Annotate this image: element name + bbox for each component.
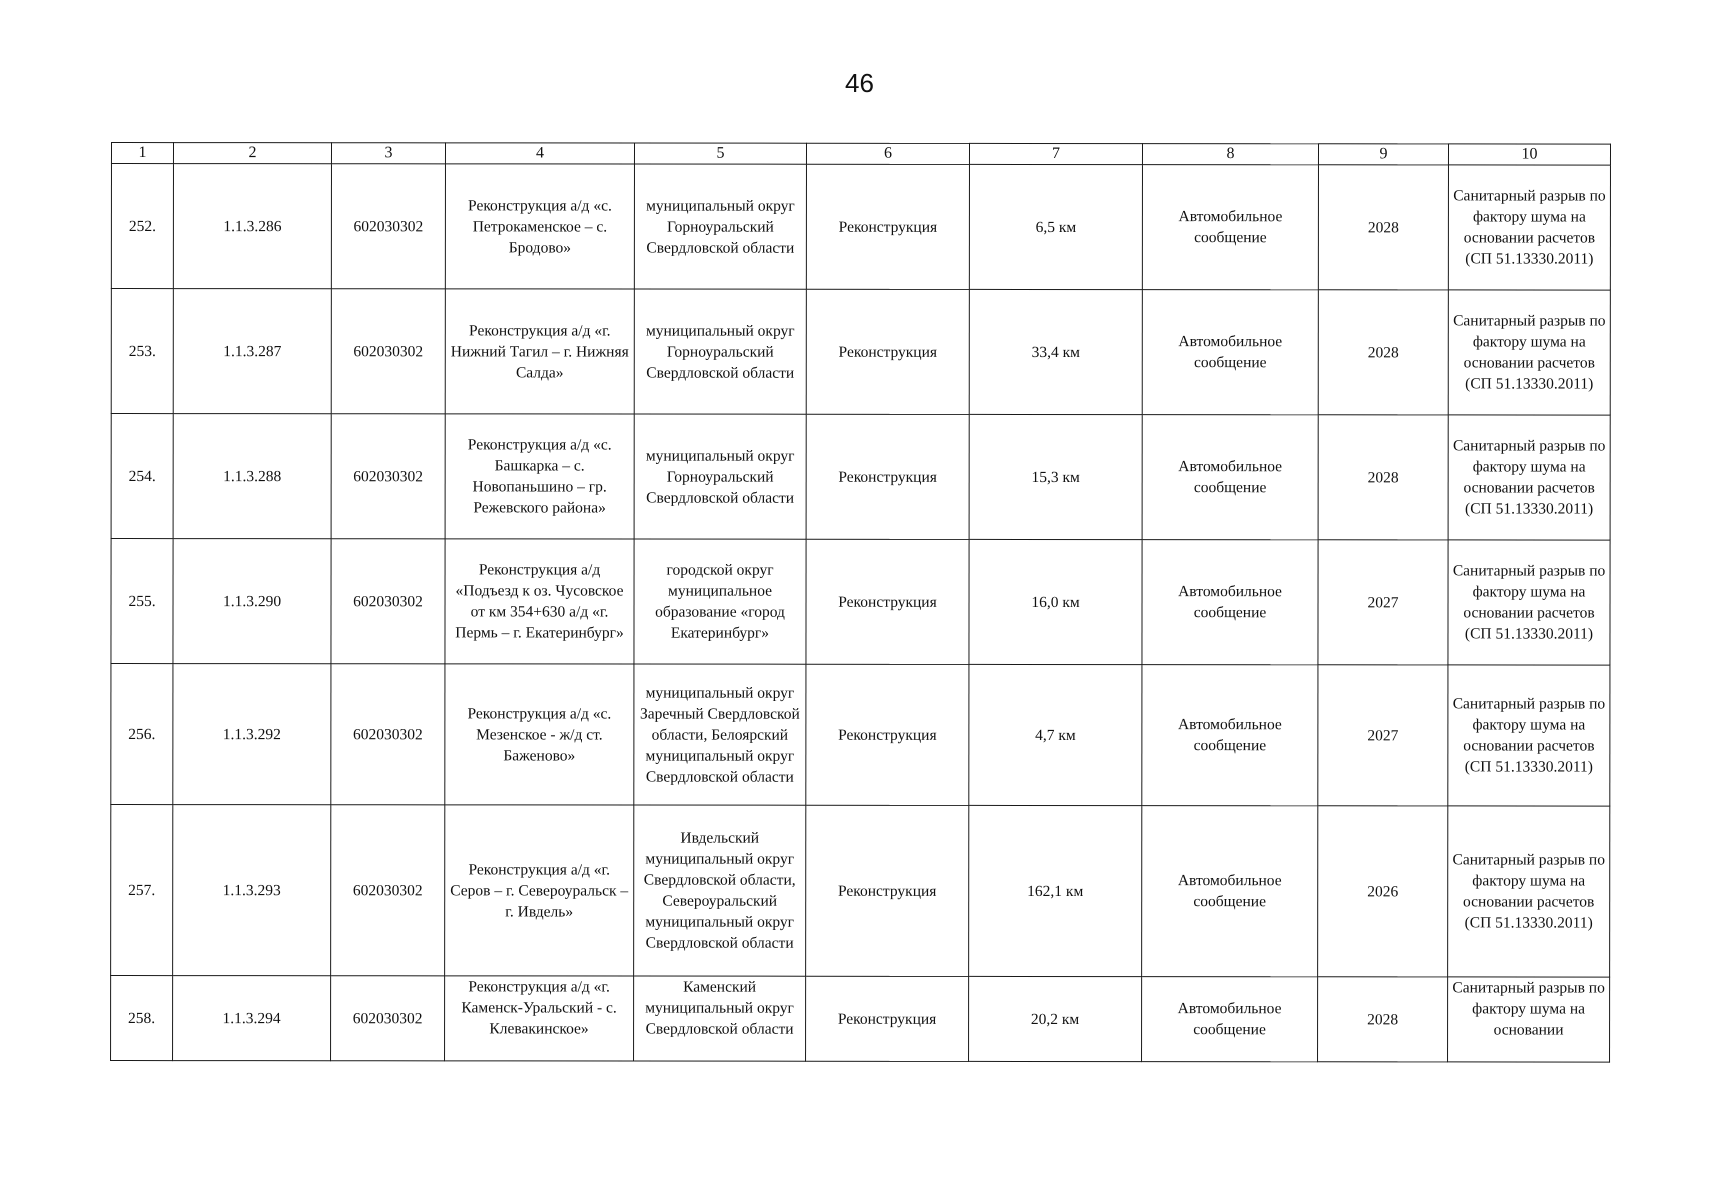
row-note: Санитарный разрыв по фактору шума на основании расчетов (СП 51.13330.2011) bbox=[1448, 665, 1610, 806]
row-purpose: Автомобильное сообщение bbox=[1142, 540, 1318, 665]
row-area: муниципальный округ Заречный Свердловской области, Белоярский муниципальный округ Свердловской области bbox=[634, 664, 806, 805]
row-area bbox=[634, 976, 806, 1061]
col-header-7: 7 bbox=[969, 143, 1142, 164]
row-object: Реконструкция а/д «с. Петрокаменское – с. Бродово» bbox=[445, 164, 634, 289]
col-header-3: 3 bbox=[331, 143, 445, 164]
row-type: Реконструкция bbox=[806, 664, 969, 805]
table-row bbox=[111, 414, 1610, 541]
row-type: Реконструкция bbox=[806, 976, 969, 1061]
row-area: Ивдельский муниципальный округ Свердловской области, Североуральский муниципальный округ Свердловской области bbox=[634, 805, 806, 976]
row-purpose: Автомобильное сообщение bbox=[1142, 290, 1318, 415]
col-header-2: 2 bbox=[173, 143, 331, 164]
row-type: Реконструкция bbox=[806, 805, 969, 976]
row-purpose: Автомобильное сообщение bbox=[1142, 415, 1318, 540]
row-code: 1.1.3.294 bbox=[173, 976, 331, 1061]
table-row bbox=[111, 164, 1610, 291]
row-length: 20,2 км bbox=[969, 976, 1142, 1061]
row-year: 2027 bbox=[1318, 540, 1448, 665]
row-length: 33,4 км bbox=[969, 289, 1142, 414]
row-code: 1.1.3.287 bbox=[173, 289, 331, 414]
row-note: Санитарный разрыв по фактору шума на основании расчетов (СП 51.13330.2011) bbox=[1448, 540, 1610, 665]
table-row bbox=[111, 289, 1610, 416]
row-id: 602030302 bbox=[331, 164, 445, 289]
row-id: 602030302 bbox=[331, 289, 445, 414]
row-area-text: Каменский муниципальный округ Свердловской области bbox=[645, 978, 794, 1038]
row-id: 602030302 bbox=[331, 805, 445, 976]
row-code: 1.1.3.286 bbox=[173, 164, 331, 289]
row-object: Реконструкция а/д «г. Нижний Тагил – г. Нижняя Салда» bbox=[445, 289, 634, 414]
row-id: 602030302 bbox=[331, 414, 445, 539]
row-code: 1.1.3.290 bbox=[173, 539, 331, 664]
col-header-1: 1 bbox=[111, 143, 173, 164]
row-note: Санитарный разрыв по фактору шума на основании расчетов (СП 51.13330.2011) bbox=[1448, 165, 1610, 290]
row-year: 2027 bbox=[1318, 665, 1448, 806]
row-type: Реконструкция bbox=[806, 164, 969, 289]
row-code: 1.1.3.293 bbox=[173, 805, 331, 976]
row-note-text: Санитарный разрыв по фактору шума на основании bbox=[1452, 979, 1605, 1039]
row-purpose: Автомобильное сообщение bbox=[1142, 977, 1318, 1062]
row-object: Реконструкция а/д «Подъезд к оз. Чусовское от км 354+630 а/д «г. Пермь – г. Екатеринбург» bbox=[445, 539, 634, 664]
row-object: Реконструкция а/д «с. Мезенское - ж/д ст. Баженово» bbox=[445, 664, 634, 805]
row-note bbox=[1448, 977, 1610, 1062]
row-area: муниципальный округ Горноуральский Свердловской области bbox=[634, 164, 806, 289]
table-row bbox=[111, 664, 1610, 807]
row-year: 2028 bbox=[1318, 415, 1448, 540]
row-number: 252. bbox=[111, 164, 173, 289]
col-header-10: 10 bbox=[1448, 144, 1610, 165]
row-type: Реконструкция bbox=[806, 414, 969, 539]
row-object bbox=[445, 976, 634, 1061]
row-length: 6,5 км bbox=[969, 164, 1142, 289]
row-id: 602030302 bbox=[331, 664, 445, 805]
col-header-5: 5 bbox=[634, 143, 806, 164]
row-note: Санитарный разрыв по фактору шума на основании расчетов (СП 51.13330.2011) bbox=[1448, 806, 1610, 977]
road-reconstruction-table bbox=[110, 142, 1611, 1063]
row-number: 253. bbox=[111, 289, 173, 414]
row-area: муниципальный округ Горноуральский Свердловской области bbox=[634, 289, 806, 414]
column-number-row bbox=[111, 143, 1610, 166]
row-length: 16,0 км bbox=[969, 539, 1142, 664]
table-row bbox=[111, 805, 1610, 978]
row-year: 2028 bbox=[1318, 290, 1448, 415]
col-header-6: 6 bbox=[806, 143, 969, 164]
row-code: 1.1.3.288 bbox=[173, 414, 331, 539]
row-object-text: Реконструкция а/д «г. Каменск-Уральский - с. Клевакинское» bbox=[461, 978, 617, 1038]
table-row bbox=[111, 539, 1610, 666]
row-object: Реконструкция а/д «г. Серов – г. Североуральск –г. Ивдель» bbox=[445, 805, 634, 976]
row-note: Санитарный разрыв по фактору шума на основании расчетов (СП 51.13330.2011) bbox=[1448, 415, 1610, 540]
row-number: 254. bbox=[111, 414, 173, 539]
row-purpose: Автомобильное сообщение bbox=[1142, 806, 1318, 977]
row-area: городской округ муниципальное образование «город Екатеринбург» bbox=[634, 539, 806, 664]
row-purpose: Автомобильное сообщение bbox=[1142, 665, 1318, 806]
row-number: 258. bbox=[111, 976, 173, 1061]
row-note: Санитарный разрыв по фактору шума на основании расчетов (СП 51.13330.2011) bbox=[1448, 290, 1610, 415]
row-number: 255. bbox=[111, 539, 173, 664]
row-code: 1.1.3.292 bbox=[173, 664, 331, 805]
row-id: 602030302 bbox=[331, 539, 445, 664]
row-length: 4,7 км bbox=[969, 664, 1142, 805]
col-header-9: 9 bbox=[1318, 144, 1448, 165]
row-type: Реконструкция bbox=[806, 539, 969, 664]
row-length: 162,1 км bbox=[969, 805, 1142, 976]
row-year: 2028 bbox=[1318, 977, 1448, 1062]
table-row bbox=[111, 976, 1610, 1063]
page-number: 46 bbox=[845, 68, 874, 98]
row-area: муниципальный округ Горноуральский Свердловской области bbox=[634, 414, 806, 539]
row-type: Реконструкция bbox=[806, 289, 969, 414]
row-id: 602030302 bbox=[331, 976, 445, 1061]
row-object: Реконструкция а/д «с. Башкарка – с. Новопаньшино – гр. Режевского района» bbox=[445, 414, 634, 539]
col-header-8: 8 bbox=[1142, 144, 1318, 165]
col-header-4: 4 bbox=[445, 143, 634, 164]
row-year: 2026 bbox=[1318, 806, 1448, 977]
row-purpose: Автомобильное сообщение bbox=[1142, 165, 1318, 290]
row-number: 257. bbox=[111, 805, 173, 976]
row-year: 2028 bbox=[1318, 165, 1448, 290]
row-length: 15,3 км bbox=[969, 414, 1142, 539]
row-number: 256. bbox=[111, 664, 173, 805]
